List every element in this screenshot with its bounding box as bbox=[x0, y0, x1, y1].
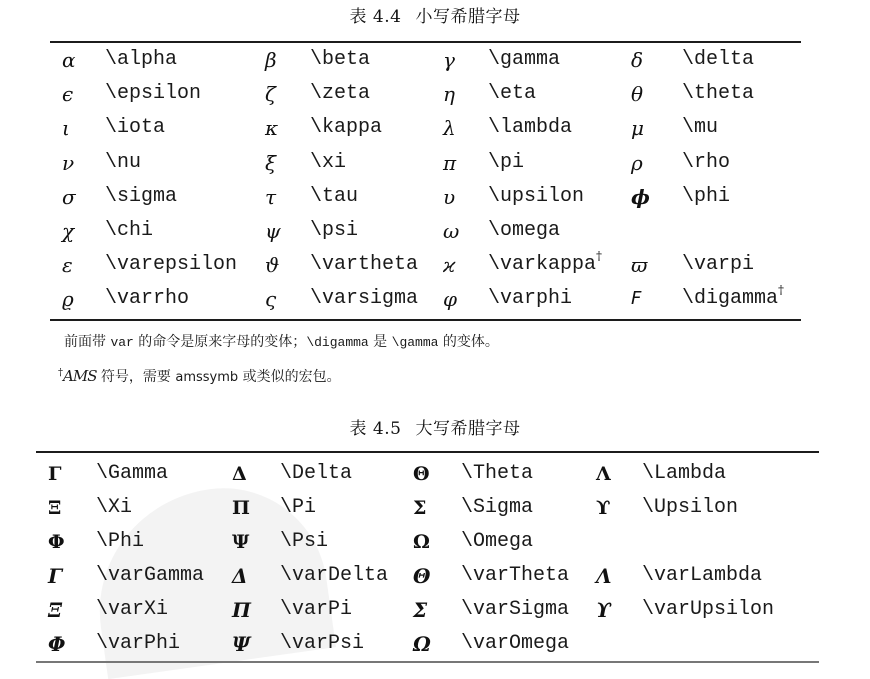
greek-symbol: Γ bbox=[48, 463, 62, 485]
command-text: \digamma bbox=[682, 287, 779, 311]
latex-command bbox=[310, 284, 418, 314]
latex-command bbox=[310, 250, 418, 280]
caption-title: 大写希腊字母 bbox=[415, 419, 521, 439]
command-text: \varPsi bbox=[280, 632, 365, 655]
latex-command bbox=[310, 216, 358, 246]
command-text: \lambda bbox=[488, 116, 573, 140]
greek-symbol: σ bbox=[62, 184, 76, 209]
command-text: \tau bbox=[310, 184, 359, 208]
latex-command bbox=[488, 284, 572, 314]
latex-command bbox=[461, 527, 533, 557]
table-row bbox=[0, 459, 870, 489]
latex-command bbox=[488, 216, 560, 246]
command-text: \varGamma bbox=[96, 564, 205, 587]
latex-command bbox=[682, 148, 730, 178]
table-row bbox=[0, 182, 870, 212]
greek-symbol: Ψ bbox=[232, 632, 251, 656]
command-text: \kappa bbox=[310, 116, 383, 140]
table-bottom-rule bbox=[36, 661, 819, 663]
latex-command bbox=[461, 629, 569, 659]
greek-symbol: F bbox=[631, 288, 642, 310]
latex-command bbox=[642, 595, 774, 625]
command-text: \pi bbox=[488, 150, 525, 174]
latex-command bbox=[488, 182, 584, 212]
latex-command bbox=[280, 459, 352, 489]
greek-symbol: Ξ bbox=[48, 497, 62, 519]
command-text: \theta bbox=[682, 82, 755, 106]
greek-symbol: Λ bbox=[596, 564, 612, 588]
greek-symbol: ϖ bbox=[631, 253, 648, 278]
latex-command bbox=[682, 113, 718, 143]
latex-command bbox=[105, 113, 165, 143]
latex-command bbox=[642, 561, 762, 591]
latex-command bbox=[105, 216, 153, 246]
latex-command bbox=[105, 284, 189, 314]
latex-command bbox=[682, 182, 730, 212]
latex-command bbox=[682, 284, 784, 314]
greek-symbol: Ω bbox=[413, 632, 431, 656]
command-text: \varSigma bbox=[461, 598, 570, 621]
latex-command bbox=[96, 459, 168, 489]
latex-command bbox=[105, 250, 237, 280]
latex-command bbox=[461, 561, 569, 591]
greek-symbol: ι bbox=[62, 116, 70, 141]
command-text: \rho bbox=[682, 150, 731, 174]
ams-dagger-mark: † bbox=[778, 283, 785, 298]
command-text: \upsilon bbox=[488, 184, 585, 208]
command-text: \Delta bbox=[280, 462, 353, 485]
latex-command bbox=[280, 493, 316, 523]
command-text: \varTheta bbox=[461, 564, 570, 587]
command-text: \omega bbox=[488, 219, 561, 242]
command-text: \varkappa bbox=[488, 253, 597, 277]
caption-title: 小写希腊字母 bbox=[415, 7, 521, 27]
greek-symbol: Δ bbox=[232, 564, 248, 588]
latex-command bbox=[105, 148, 141, 178]
latex-command bbox=[682, 79, 754, 109]
greek-symbol: τ bbox=[265, 184, 277, 209]
table-row bbox=[0, 79, 870, 109]
latex-command bbox=[105, 45, 177, 75]
greek-symbol: φ bbox=[443, 287, 458, 312]
greek-symbol: π bbox=[443, 150, 457, 175]
table-top-rule bbox=[36, 451, 819, 453]
greek-symbol: δ bbox=[631, 48, 644, 72]
command-text: \Omega bbox=[461, 530, 534, 553]
greek-symbol: ξ bbox=[265, 150, 277, 175]
ams-logo: AMS bbox=[63, 367, 97, 385]
greek-symbol: Ψ bbox=[232, 531, 250, 553]
greek-symbol: ϑ bbox=[265, 253, 280, 278]
greek-symbol: ς bbox=[265, 287, 277, 312]
command-text: \varPi bbox=[280, 598, 353, 621]
command-text: \varLambda bbox=[642, 564, 763, 587]
greek-symbol: υ bbox=[443, 184, 456, 209]
table-row bbox=[0, 629, 870, 659]
greek-symbol: Θ bbox=[413, 564, 431, 588]
command-text: \varrho bbox=[105, 287, 190, 311]
greek-symbol: Θ bbox=[413, 463, 430, 485]
greek-symbol: γ bbox=[443, 48, 455, 72]
latex-command bbox=[96, 561, 204, 591]
latex-command bbox=[461, 493, 533, 523]
latex-command bbox=[488, 113, 572, 143]
command-text: \xi bbox=[310, 150, 347, 174]
latex-command bbox=[642, 493, 738, 523]
command-text: \phi bbox=[682, 184, 731, 208]
greek-symbol: Ξ bbox=[48, 598, 63, 622]
command-text: \delta bbox=[682, 48, 755, 71]
greek-symbol: Π bbox=[232, 497, 250, 519]
greek-symbol: ψ bbox=[265, 219, 281, 243]
greek-symbol: η bbox=[443, 82, 455, 107]
greek-symbol: ϰ bbox=[443, 253, 456, 278]
command-text: \varDelta bbox=[280, 564, 389, 587]
table-top-rule bbox=[50, 41, 801, 43]
greek-symbol: λ bbox=[443, 116, 456, 141]
command-text: \varepsilon bbox=[105, 253, 238, 277]
greek-symbol: Σ bbox=[413, 497, 427, 519]
table-row bbox=[0, 113, 870, 143]
command-text: \psi bbox=[310, 219, 359, 242]
table-4-5-caption bbox=[0, 414, 870, 439]
table-4-4-caption bbox=[0, 2, 870, 27]
latex-command bbox=[488, 79, 536, 109]
table-note-variants: 前面带 var 的命令是原来字母的变体；\digamma 是 \gamma 的变体。 bbox=[64, 334, 499, 350]
latex-command bbox=[310, 113, 382, 143]
greek-symbol: Γ bbox=[48, 564, 63, 588]
greek-symbol: χ bbox=[62, 219, 75, 243]
greek-symbol: Φ bbox=[48, 531, 65, 553]
command-text: \varpi bbox=[682, 253, 755, 277]
caption-number: 表 4.4 bbox=[349, 7, 402, 27]
greek-symbol: Δ bbox=[232, 463, 247, 485]
latex-command bbox=[105, 79, 201, 109]
latex-command bbox=[488, 148, 524, 178]
latex-command bbox=[310, 79, 370, 109]
greek-symbol: ν bbox=[62, 150, 75, 175]
command-text: \mu bbox=[682, 116, 719, 140]
command-text: \gamma bbox=[488, 48, 561, 71]
latex-command bbox=[96, 527, 144, 557]
latex-command bbox=[310, 45, 370, 75]
command-text: \Gamma bbox=[96, 462, 169, 485]
greek-symbol: α bbox=[62, 48, 76, 72]
latex-command bbox=[682, 45, 754, 75]
command-text: \vartheta bbox=[310, 253, 419, 277]
latex-command bbox=[96, 629, 180, 659]
greek-symbol: μ bbox=[631, 116, 644, 141]
table-row bbox=[0, 45, 870, 75]
table-row bbox=[0, 493, 870, 523]
command-text: \Upsilon bbox=[642, 496, 739, 519]
command-text: \iota bbox=[105, 116, 166, 140]
greek-symbol: θ bbox=[631, 82, 644, 107]
latex-command bbox=[310, 148, 346, 178]
command-text: \Xi bbox=[96, 496, 133, 519]
latex-command bbox=[280, 595, 352, 625]
command-text: \Sigma bbox=[461, 496, 534, 519]
command-text: \chi bbox=[105, 219, 154, 242]
command-text: \eta bbox=[488, 82, 537, 106]
table-row bbox=[0, 148, 870, 178]
command-text: \epsilon bbox=[105, 82, 202, 106]
command-text: \Pi bbox=[280, 496, 317, 519]
command-text: \Psi bbox=[280, 530, 329, 553]
latex-command bbox=[96, 493, 132, 523]
command-text: \Lambda bbox=[642, 462, 727, 485]
greek-symbol: Σ bbox=[413, 598, 428, 622]
table-row bbox=[0, 284, 870, 314]
table-row bbox=[0, 250, 870, 280]
greek-symbol: ϒ bbox=[596, 598, 612, 622]
ams-dagger-mark: † bbox=[596, 249, 603, 264]
latex-command bbox=[105, 182, 177, 212]
latex-command bbox=[280, 561, 388, 591]
greek-symbol: Φ bbox=[48, 632, 66, 656]
table-row bbox=[0, 595, 870, 625]
command-text: \varXi bbox=[96, 598, 169, 621]
command-text: \varsigma bbox=[310, 287, 419, 311]
latex-command bbox=[461, 459, 533, 489]
latex-command bbox=[280, 527, 328, 557]
command-text: \alpha bbox=[105, 48, 178, 71]
latex-command bbox=[280, 629, 364, 659]
greek-symbol: ρ bbox=[631, 150, 643, 175]
latex-command bbox=[488, 250, 602, 280]
command-text: \nu bbox=[105, 150, 142, 174]
greek-symbol: Λ bbox=[596, 463, 611, 485]
greek-symbol: Π bbox=[232, 598, 251, 622]
command-text: \zeta bbox=[310, 82, 371, 106]
latex-command bbox=[310, 182, 358, 212]
command-text: \sigma bbox=[105, 184, 178, 208]
latex-command bbox=[96, 595, 168, 625]
greek-symbol: ε bbox=[62, 253, 73, 278]
latex-command bbox=[642, 459, 726, 489]
command-text: \beta bbox=[310, 48, 371, 71]
greek-symbol: ζ bbox=[265, 82, 276, 107]
greek-symbol: ϒ bbox=[596, 497, 611, 519]
latex-command bbox=[461, 595, 569, 625]
latex-command bbox=[488, 45, 560, 75]
command-text: \varUpsilon bbox=[642, 598, 775, 621]
greek-symbol: κ bbox=[265, 116, 279, 141]
latex-command bbox=[682, 250, 754, 280]
command-text: \Theta bbox=[461, 462, 534, 485]
table-bottom-rule bbox=[50, 319, 801, 321]
greek-symbol: ϵ bbox=[62, 82, 74, 107]
caption-number: 表 4.5 bbox=[349, 419, 402, 439]
greek-symbol: ω bbox=[443, 219, 460, 243]
table-row bbox=[0, 527, 870, 557]
command-text: \varPhi bbox=[96, 632, 181, 655]
greek-symbol: ϱ bbox=[62, 287, 74, 312]
table-note-ams: †AMS 符号，需要 amssymb 或类似的宏包。 bbox=[58, 367, 341, 385]
command-text: \Phi bbox=[96, 530, 145, 553]
greek-symbol: ϕ bbox=[631, 184, 650, 209]
table-row bbox=[0, 216, 870, 246]
table-row bbox=[0, 561, 870, 591]
greek-symbol: β bbox=[265, 48, 277, 72]
command-text: \varphi bbox=[488, 287, 573, 311]
greek-symbol: Ω bbox=[413, 531, 430, 553]
command-text: \varOmega bbox=[461, 632, 570, 655]
